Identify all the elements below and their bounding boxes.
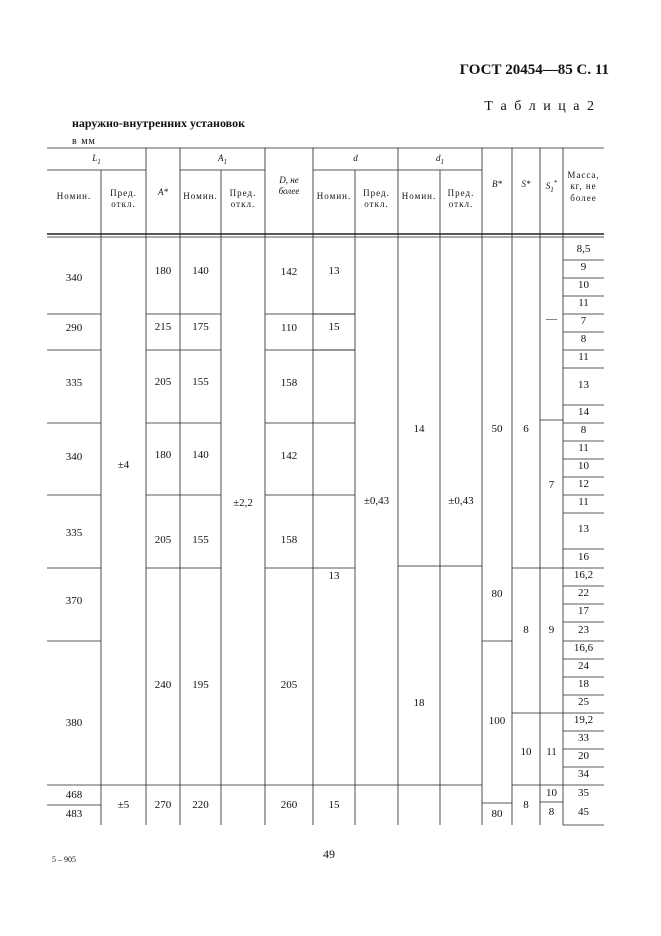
mass-cell-16: 16,2 (573, 569, 594, 581)
header-D (265, 175, 313, 198)
header-S1-superscript: * (553, 179, 558, 187)
header-pred-2-line-1: откл. (364, 199, 389, 210)
header-nom-0: Номин. (56, 191, 92, 201)
last-S: 8 (523, 799, 529, 811)
header-L1 (47, 153, 146, 167)
header-L1-symbol: L (92, 153, 98, 163)
last-L1-tol: ±5 (117, 799, 130, 811)
group-0-L1: 340 (65, 272, 83, 284)
header-mass-line-2: более (570, 192, 597, 203)
last-A: 270 (154, 799, 172, 811)
d1-14: 14 (413, 423, 425, 435)
header-pred-3 (440, 188, 482, 211)
header-A1-symbol: A (218, 153, 224, 163)
header-d: d (353, 153, 358, 163)
mass-cell-24: 19,2 (573, 714, 594, 726)
group-1-A: 215 (154, 321, 172, 333)
S-8: 8 (523, 624, 529, 636)
B-80: 80 (491, 588, 503, 600)
mass-cell-18: 17 (578, 605, 589, 617)
S1-dash: — (546, 313, 557, 325)
B-50: 50 (491, 423, 503, 435)
group-1-D: 110 (280, 322, 298, 334)
group-3-D: 142 (280, 450, 298, 462)
mass-cell-0: 8,5 (576, 243, 591, 255)
mass-cell-2: 10 (578, 279, 589, 291)
header-S1 (540, 179, 563, 195)
mass-cell-23: 25 (578, 696, 589, 708)
last-d: 15 (328, 799, 340, 811)
mass-cell-8: 14 (578, 406, 589, 418)
group-3-A1: 140 (192, 449, 209, 461)
last-L1-1: 483 (65, 808, 83, 820)
header-mass (563, 170, 604, 204)
mass-cell-22: 18 (578, 678, 589, 690)
group-4-A1: 155 (192, 534, 209, 546)
mass-cell-4: 7 (580, 315, 587, 327)
S1-11: 11 (546, 746, 557, 758)
header-nom-1: Номин. (183, 191, 218, 201)
table-caption: наружно-внутренних установок (72, 116, 245, 130)
group-3-A: 180 (154, 449, 172, 461)
header-pred-1 (221, 188, 265, 211)
group-3-L1: 340 (65, 451, 83, 463)
B-100: 100 (488, 715, 506, 727)
S-6: 6 (523, 423, 529, 435)
table-number: Т а б л и ц а 2 (484, 99, 596, 114)
header-mass-line-0: Масса, (567, 170, 600, 180)
group-2-L1: 335 (65, 377, 83, 389)
d1-18: 18 (413, 697, 425, 709)
mass-cell-3: 11 (578, 297, 589, 309)
header-A1-subscript: 1 (223, 157, 227, 166)
S1-7: 7 (548, 479, 555, 491)
A1-195: 195 (192, 679, 209, 691)
header-d1-subscript: 1 (440, 157, 444, 166)
header-S: S* (521, 179, 531, 189)
group-0-d: 13 (328, 265, 340, 277)
mass-cell-10: 11 (578, 442, 589, 454)
mass-cell-25: 33 (578, 732, 589, 744)
last-A1: 220 (192, 799, 209, 811)
header-A: A* (158, 187, 168, 197)
mass-cell-13: 11 (578, 496, 589, 508)
S1-9: 9 (548, 624, 555, 636)
L1-tolerance: ±4 (117, 459, 130, 471)
header-pred-1-line-1: откл. (230, 199, 256, 210)
A1-tolerance: ±2,2 (233, 497, 253, 509)
mass-cell-5: 8 (580, 333, 587, 345)
group-6-L1: 380 (65, 717, 83, 729)
header-pred-0-line-1: откл. (111, 199, 136, 210)
mass-cell-20: 16,6 (573, 642, 594, 654)
last-mass-0: 35 (578, 787, 589, 799)
group-2-D: 158 (280, 377, 298, 389)
group-4-D: 158 (280, 534, 298, 546)
mass-cell-11: 10 (578, 460, 589, 472)
group-1-d: 15 (328, 321, 340, 333)
document-header: ГОСТ 20454—85 С. 11 (459, 62, 609, 78)
group-0-A1: 140 (192, 265, 209, 277)
page-number: 49 (323, 847, 335, 861)
mass-cell-12: 12 (578, 478, 589, 490)
mass-cell-14: 13 (578, 523, 589, 535)
header-pred-1-line-0: Пред. (229, 188, 257, 198)
group-5-L1: 370 (65, 595, 83, 607)
group-4-A: 205 (154, 534, 172, 546)
header-pred-2-line-0: Пред. (363, 188, 390, 198)
last-D: 260 (280, 799, 298, 811)
mass-cell-7: 13 (578, 378, 589, 391)
group-1-L1: 290 (65, 322, 83, 334)
mass-cell-27: 34 (578, 768, 589, 780)
mass-cell-6: 11 (578, 351, 589, 363)
d-tolerance: ±0,43 (363, 495, 390, 507)
S-10: 10 (520, 746, 532, 758)
header-S1-symbol: S (545, 181, 551, 191)
header-A1 (180, 153, 265, 167)
last-S1-1: 8 (548, 806, 555, 818)
mass-cell-21: 24 (578, 660, 589, 672)
header-pred-2 (355, 188, 398, 211)
group-2-A1: 155 (192, 376, 209, 388)
last-mass-1: 45 (578, 806, 589, 818)
D-205: 205 (280, 679, 298, 691)
mass-cell-19: 23 (578, 623, 589, 636)
header-pred-3-line-0: Пред. (447, 188, 475, 198)
group-4-L1: 335 (65, 527, 83, 539)
last-S1-0: 10 (546, 787, 557, 799)
mass-cell-1: 9 (580, 261, 587, 273)
d1-tolerance: ±0,43 (448, 495, 474, 507)
header-D-line-0: D, не (279, 175, 299, 185)
group-0-A: 180 (154, 265, 172, 277)
group-1-A1: 175 (192, 321, 209, 333)
header-S1-subscript: 1 (550, 185, 554, 194)
last-L1-0: 468 (65, 789, 83, 801)
footer-code: 5 – 905 (52, 855, 76, 864)
header-d1 (398, 153, 482, 167)
A-240: 240 (154, 679, 172, 691)
header-L1-subscript: 1 (97, 157, 101, 166)
header-nom-3: Номин. (401, 191, 437, 201)
header-pred-0 (101, 188, 146, 211)
mass-cell-9: 8 (580, 424, 587, 436)
units-note: в мм (72, 136, 96, 147)
group-0-D: 142 (280, 266, 298, 278)
header-pred-3-line-1: откл. (448, 199, 474, 210)
mass-cell-26: 20 (578, 750, 589, 762)
header-pred-0-line-0: Пред. (110, 188, 137, 198)
last-B: 80 (491, 808, 503, 820)
header-mass-line-1: кг, не (570, 181, 597, 192)
mass-cell-15: 16 (578, 550, 589, 563)
group-2-A: 205 (154, 376, 172, 388)
header-d1-symbol: d (436, 153, 441, 163)
header-B: B* (492, 179, 502, 189)
d-13: 13 (328, 570, 340, 582)
header-D-line-1: более (278, 186, 300, 197)
mass-cell-17: 22 (578, 587, 589, 599)
header-nom-2: Номин. (316, 191, 352, 201)
